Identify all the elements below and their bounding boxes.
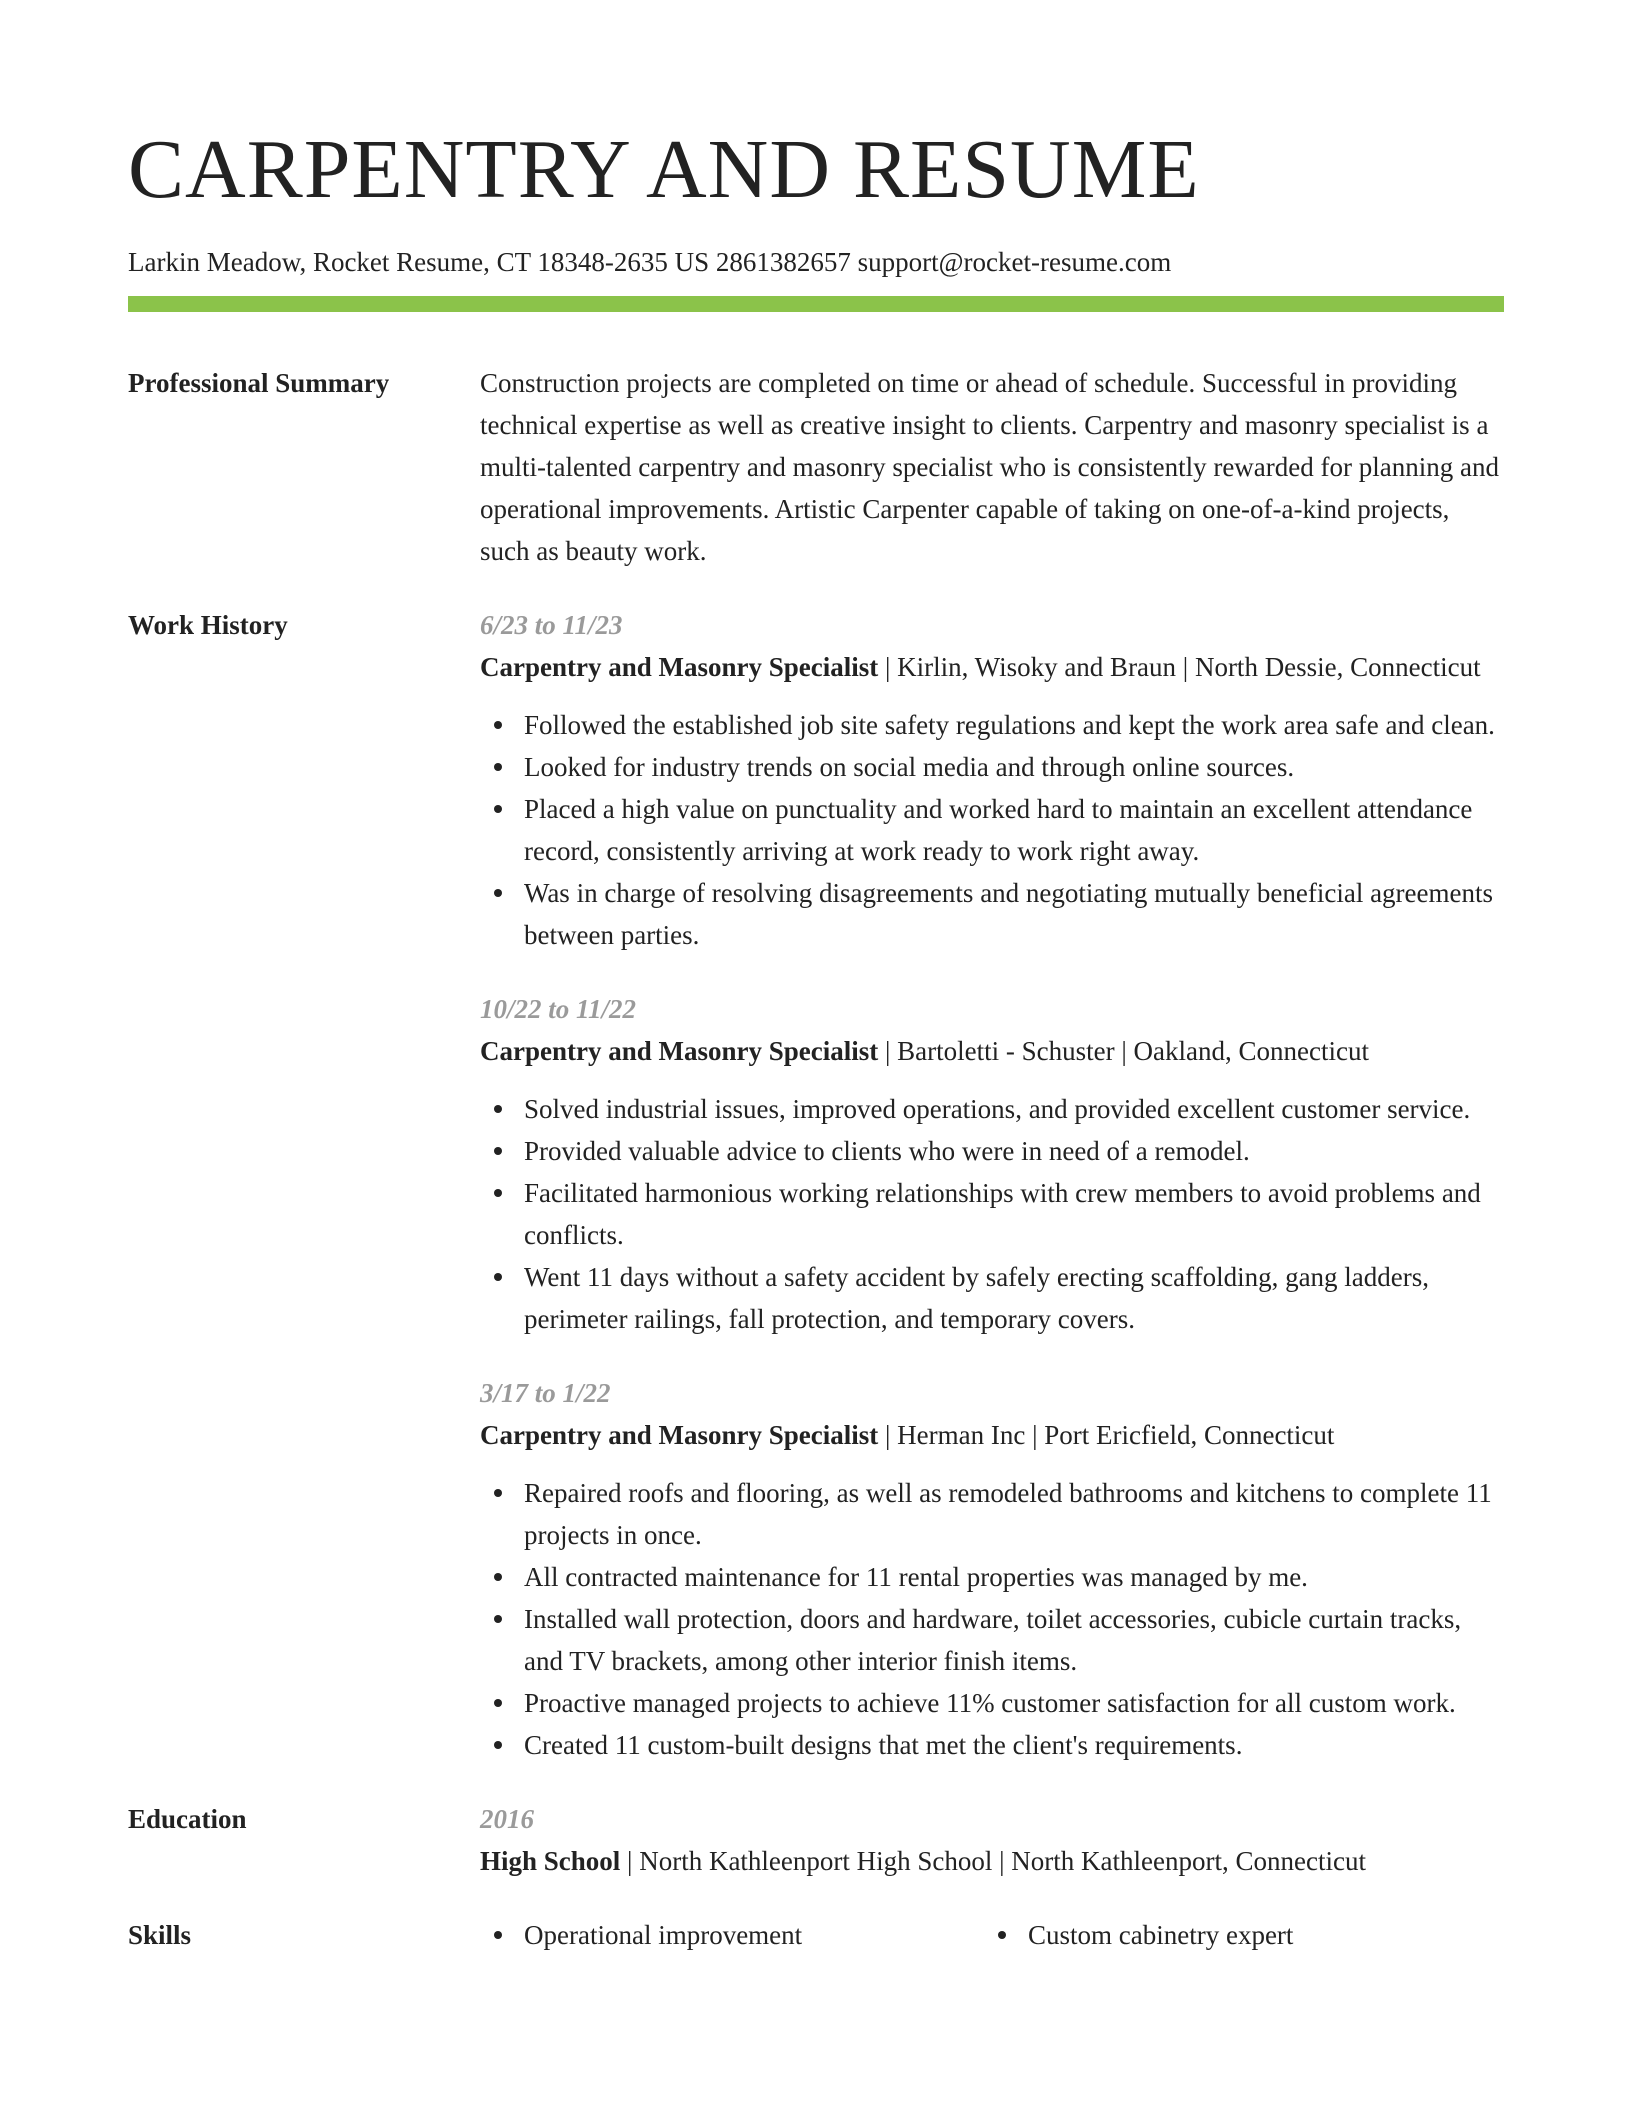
skill-item: Operational improvement xyxy=(480,1914,984,1956)
job-bullet: Placed a high value on punctuality and worked hard to maintain an excellent attendance record, consistently arriving at work ready to work right away. xyxy=(480,788,1504,872)
education-degree: High School xyxy=(480,1846,621,1876)
job-bullet: Provided valuable advice to clients who were in need of a remodel. xyxy=(480,1130,1504,1172)
education-school-location: | North Kathleenport High School | North Kathleenport, Connecticut xyxy=(620,1846,1366,1876)
education-date: 2016 xyxy=(480,1804,534,1834)
job-bullet: Repaired roofs and flooring, as well as remodeled bathrooms and kitchens to complete 11 projects in once. xyxy=(480,1472,1504,1556)
job-company-location: | Kirlin, Wisoky and Braun | North Dessie, Connecticut xyxy=(878,652,1481,682)
education-heading: Education xyxy=(128,1804,247,1834)
education-section xyxy=(128,1798,1504,1882)
job-title-line xyxy=(480,1414,1504,1456)
job-company-location: | Bartoletti - Schuster | Oakland, Connecticut xyxy=(878,1036,1369,1066)
skill-item: Custom cabinetry expert xyxy=(984,1914,1488,1956)
accent-divider xyxy=(128,296,1504,312)
job-title-line xyxy=(480,646,1504,688)
job-role: Carpentry and Masonry Specialist xyxy=(480,652,879,682)
work-history-section xyxy=(128,604,1504,1766)
job-bullet: Created 11 custom-built designs that met the client's requirements. xyxy=(480,1724,1504,1766)
job-entry xyxy=(480,988,1504,1340)
summary-text: Construction projects are completed on time or ahead of schedule. Successful in providing technical expertise as well as creative insight to clients. Carpentry and masonry specialist is a multi-talented carpentry and masonry specialist who is consistently rewarded for planning and operational improvements. Artistic Carpenter capable of taking on one-of-a-kind projects, such as beauty work. xyxy=(480,368,1499,566)
work-history-body xyxy=(480,604,1504,1766)
job-bullet: Went 11 days without a safety accident by safely erecting scaffolding, gang ladders, perimeter railings, fall protection, and temporary covers. xyxy=(480,1256,1504,1340)
education-body xyxy=(480,1798,1504,1882)
job-bullet: Was in charge of resolving disagreements and negotiating mutually beneficial agreements between parties. xyxy=(480,872,1504,956)
skills-column-2 xyxy=(984,1914,1488,1956)
job-bullets xyxy=(480,704,1504,956)
resume-title: CARPENTRY AND RESUME xyxy=(128,123,1200,216)
job-bullet: Installed wall protection, doors and hardware, toilet accessories, cubicle curtain tracks, and TV brackets, among other interior finish items. xyxy=(480,1598,1504,1682)
contact-line: Larkin Meadow, Rocket Resume, CT 18348-2635 US 2861382657 support@rocket-resume.com xyxy=(128,247,1172,277)
skills-grid xyxy=(480,1914,1504,1956)
job-bullet: Proactive managed projects to achieve 11% customer satisfaction for all custom work. xyxy=(480,1682,1504,1724)
job-bullet: Facilitated harmonious working relationships with crew members to avoid problems and conflicts. xyxy=(480,1172,1504,1256)
job-bullet: Looked for industry trends on social media and through online sources. xyxy=(480,746,1504,788)
summary-section xyxy=(128,362,1504,572)
education-line xyxy=(480,1840,1504,1882)
job-dates: 6/23 to 11/23 xyxy=(480,610,623,640)
job-dates: 10/22 to 11/22 xyxy=(480,994,637,1024)
job-role: Carpentry and Masonry Specialist xyxy=(480,1036,879,1066)
job-dates: 3/17 to 1/22 xyxy=(480,1378,611,1408)
job-bullets xyxy=(480,1088,1504,1340)
job-entry xyxy=(480,604,1504,956)
job-bullet: Followed the established job site safety regulations and kept the work area safe and clean. xyxy=(480,704,1504,746)
skills-column-1 xyxy=(480,1914,984,1956)
skills-section xyxy=(128,1914,1504,1956)
skills-body xyxy=(480,1914,1504,1956)
resume-page xyxy=(128,0,1504,1956)
summary-heading: Professional Summary xyxy=(128,368,390,398)
job-title-line xyxy=(480,1030,1504,1072)
work-history-heading: Work History xyxy=(128,610,288,640)
job-role: Carpentry and Masonry Specialist xyxy=(480,1420,879,1450)
skills-heading: Skills xyxy=(128,1920,192,1950)
job-bullet: Solved industrial issues, improved operations, and provided excellent customer service. xyxy=(480,1088,1504,1130)
job-bullets xyxy=(480,1472,1504,1766)
job-bullet: All contracted maintenance for 11 rental properties was managed by me. xyxy=(480,1556,1504,1598)
job-entry xyxy=(480,1372,1504,1766)
job-company-location: | Herman Inc | Port Ericfield, Connecticut xyxy=(878,1420,1335,1450)
